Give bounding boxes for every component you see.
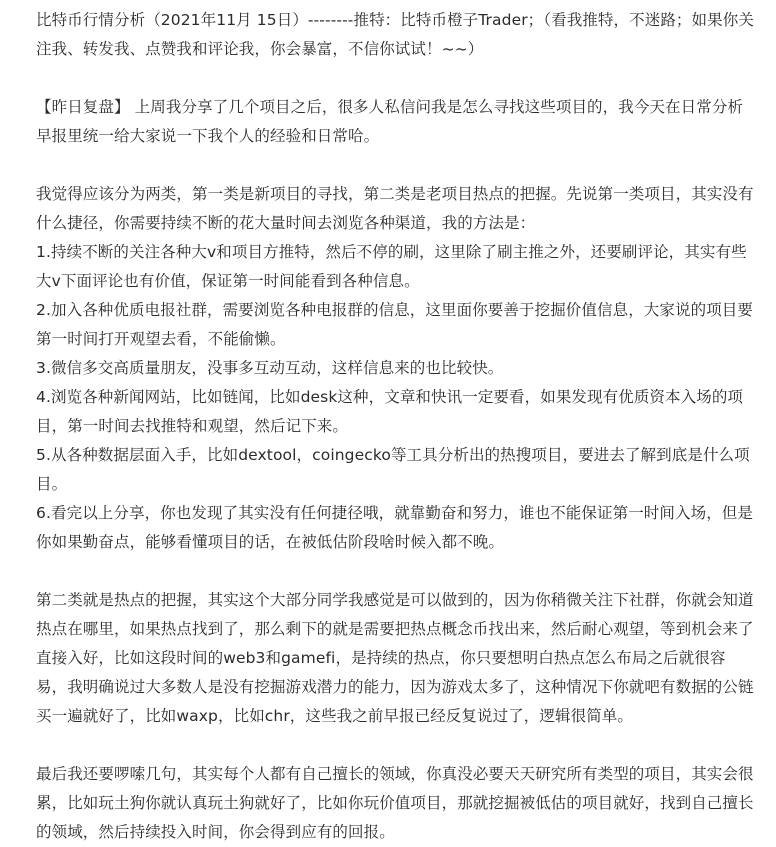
method-item-6: 6.看完以上分享，你也发现了其实没有任何捷径哦，就靠勤奋和努力，谁也不能保证第一时间入场，但是你如果勤奋点，能够看懂项目的话，在被低估阶段啥时候入都不晚。 xyxy=(36,504,753,551)
intro-paragraph: 比特币行情分析（2021年11月 15日）--------推特：比特币橙子Trader；（看我推特，不迷路；如果你关注我、转发我、点赞我和评论我，你会暴富，不信你试试！~~） xyxy=(36,11,754,58)
methods-section xyxy=(36,180,756,557)
closing-paragraph: 最后我还要啰嗦几句，其实每个人都有自己擅长的领域，你真没必要天天研究所有类型的项目，其实会很累，比如玩土狗你就认真玩土狗就好了，比如你玩价值项目，那就挖掘被低估的项目就好，找到自己擅长的领域，然后持续投入时间，你会得到应有的回报。 xyxy=(36,765,754,841)
review-text: 上周我分享了几个项目之后，很多人私信问我是怎么寻找这些项目的，我今天在日常分析早报里统一给大家说一下我个人的经验和日常哈。 xyxy=(36,98,744,145)
second-category-paragraph: 第二类就是热点的把握，其实这个大部分同学我感觉是可以做到的，因为你稍微关注下社群，你就会知道热点在哪里，如果热点找到了，那么剩下的就是需要把热点概念币找出来，然后耐心观望，等到机会来了直接入好，比如这段时间的web3和gamefi，是持续的热点，你只要想明白热点怎么布局之后就很容易，我明确说过大多数人是没有挖掘游戏潜力的能力，因为游戏太多了，这种情况下你就吧有数据的公链买一遍就好了，比如waxp，比如chr，这些我之前早报已经反复说过了，逻辑很简单。 xyxy=(36,591,754,725)
review-paragraph xyxy=(36,93,756,151)
method-item-5: 5.从各种数据层面入手，比如dextool，coingecko等工具分析出的热搜项目，要进去了解到底是什么项目。 xyxy=(36,446,750,493)
method-item-1: 1.持续不断的关注各种大v和项目方推特，然后不停的刷，这里除了刷主推之外，还要刷评论，其实有些大v下面评论也有价值，保证第一时间能看到各种信息。 xyxy=(36,243,747,290)
methods-intro: 我觉得应该分为两类，第一类是新项目的寻找，第二类是老项目热点的把握。先说第一类项目，其实没有什么捷径，你需要持续不断的花大量时间去浏览各种渠道，我的方法是： xyxy=(36,185,754,232)
method-item-2: 2.加入各种优质电报社群，需要浏览各种电报群的信息，这里面你要善于挖掘价值信息，大家说的项目要第一时间打开观望去看，不能偷懒。 xyxy=(36,301,753,348)
method-item-4: 4.浏览各种新闻网站，比如链闻，比如desk这种，文章和快讯一定要看，如果发现有优质资本入场的项目，第一时间去找推特和观望，然后记下来。 xyxy=(36,388,744,435)
method-item-3: 3.微信多交高质量朋友，没事多互动互动，这样信息来的也比较快。 xyxy=(36,359,504,377)
review-tag: 【昨日复盘】 xyxy=(36,98,130,116)
